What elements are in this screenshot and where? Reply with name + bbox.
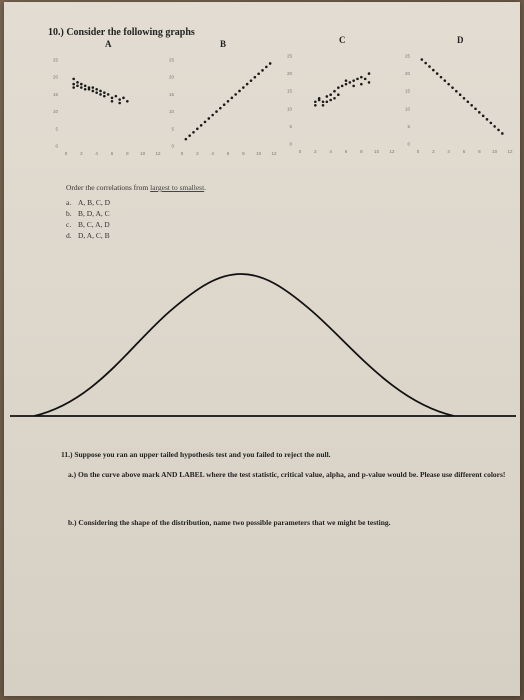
x-tick-label-d: 0 bbox=[416, 149, 420, 154]
scatter-plots bbox=[4, 2, 520, 696]
y-tick-label-d: 15 bbox=[404, 88, 410, 94]
scatter-point-b bbox=[219, 107, 222, 110]
instruction-prefix: Order the correlations from bbox=[66, 183, 151, 192]
scatter-point-c bbox=[329, 93, 332, 96]
scatter-point-c bbox=[360, 76, 363, 79]
scatter-point-d bbox=[493, 125, 496, 128]
scatter-point-b bbox=[238, 90, 241, 93]
scatter-point-a bbox=[72, 78, 75, 81]
scatter-point-c bbox=[337, 86, 340, 89]
scatter-point-b bbox=[231, 97, 234, 100]
y-tick-label-c: 0 bbox=[289, 141, 292, 147]
y-tick-label-a: 20 bbox=[52, 74, 58, 80]
scatter-point-c bbox=[326, 95, 329, 98]
choice-a[interactable] bbox=[66, 197, 110, 208]
scatter-point-b bbox=[211, 114, 214, 117]
x-tick-label-a: 6 bbox=[110, 151, 114, 156]
scatter-point-d bbox=[470, 104, 473, 107]
x-tick-label-b: 0 bbox=[180, 151, 184, 156]
y-tick-label-b: 25 bbox=[168, 57, 174, 63]
scatter-point-c bbox=[345, 79, 348, 82]
choice-letter: d. bbox=[66, 231, 72, 240]
y-tick-label-a: 10 bbox=[52, 109, 58, 115]
choice-letter: b. bbox=[66, 209, 72, 218]
x-tick-label-c: 0 bbox=[298, 149, 302, 154]
x-tick-label-b: 6 bbox=[226, 151, 230, 156]
x-tick-label-b: 2 bbox=[196, 151, 199, 156]
scatter-point-c bbox=[349, 81, 352, 84]
scatter-point-a bbox=[99, 90, 102, 93]
scatter-point-d bbox=[486, 118, 489, 121]
x-tick-label-c: 4 bbox=[329, 149, 332, 154]
x-tick-label-a: 10 bbox=[140, 151, 146, 156]
instruction-suffix: . bbox=[204, 183, 207, 192]
scatter-point-a bbox=[95, 91, 98, 94]
question-10-title: 10.) Consider the following graphs bbox=[48, 27, 195, 38]
choice-letter: c. bbox=[66, 220, 72, 229]
scatter-point-c bbox=[333, 97, 336, 100]
scatter-point-c bbox=[356, 78, 359, 81]
scatter-point-b bbox=[261, 69, 264, 72]
y-tick-label-d: 25 bbox=[404, 53, 410, 59]
scatter-point-b bbox=[242, 86, 245, 89]
scatter-point-b bbox=[208, 117, 211, 120]
scatter-point-c bbox=[368, 72, 371, 75]
x-tick-label-d: 6 bbox=[462, 149, 466, 154]
scatter-point-a bbox=[118, 98, 121, 101]
scatter-point-d bbox=[455, 90, 458, 93]
y-tick-label-b: 0 bbox=[171, 143, 174, 149]
scatter-point-d bbox=[436, 72, 439, 75]
scatter-point-b bbox=[185, 138, 188, 141]
answer-choices bbox=[66, 197, 110, 241]
scatter-point-a bbox=[88, 88, 91, 91]
scatter-point-c bbox=[318, 99, 321, 102]
scatter-point-d bbox=[474, 108, 477, 111]
graph-label-b: B bbox=[220, 39, 227, 49]
scatter-point-c bbox=[360, 83, 363, 86]
scatter-point-c bbox=[326, 100, 329, 103]
scatter-point-b bbox=[234, 93, 237, 96]
y-tick-label-a: 15 bbox=[52, 91, 58, 97]
question-11-part-a: a.) On the curve above mark AND LABEL where the test statistic, critical value, alpha, and p-value would be. Please use different colors! bbox=[68, 470, 506, 479]
y-tick-label-b: 5 bbox=[171, 126, 174, 132]
scatter-point-b bbox=[250, 79, 253, 82]
x-tick-label-c: 6 bbox=[344, 149, 348, 154]
scatter-point-b bbox=[269, 62, 272, 65]
scatter-point-d bbox=[424, 62, 427, 65]
scatter-point-d bbox=[421, 58, 424, 61]
x-tick-label-c: 10 bbox=[374, 149, 380, 154]
x-tick-label-b: 8 bbox=[242, 151, 245, 156]
y-tick-label-a: 25 bbox=[52, 57, 58, 63]
scatter-point-b bbox=[204, 121, 207, 124]
scatter-point-b bbox=[246, 83, 249, 86]
graph-label-a: A bbox=[105, 39, 112, 49]
scatter-point-c bbox=[345, 83, 348, 86]
y-tick-label-c: 10 bbox=[286, 106, 292, 112]
y-tick-label-b: 15 bbox=[168, 91, 174, 97]
scatter-point-a bbox=[126, 100, 129, 103]
scatter-point-d bbox=[459, 93, 462, 96]
graph-label-c: C bbox=[339, 35, 346, 45]
x-tick-label-d: 2 bbox=[432, 149, 435, 154]
scatter-point-d bbox=[447, 83, 450, 86]
scatter-point-d bbox=[451, 86, 454, 89]
scatter-point-b bbox=[196, 128, 199, 131]
scatter-point-a bbox=[80, 83, 83, 86]
y-tick-label-c: 5 bbox=[289, 123, 292, 129]
x-tick-label-b: 12 bbox=[271, 151, 277, 156]
scatter-point-b bbox=[254, 76, 257, 79]
scatter-point-c bbox=[352, 79, 355, 82]
choice-text: B, D, A, C bbox=[78, 209, 110, 218]
x-tick-label-d: 10 bbox=[492, 149, 498, 154]
choice-letter: a. bbox=[66, 198, 72, 207]
scatter-point-c bbox=[322, 104, 325, 107]
worksheet-page bbox=[4, 2, 520, 696]
scatter-point-a bbox=[111, 100, 114, 103]
x-tick-label-b: 10 bbox=[256, 151, 262, 156]
scatter-point-d bbox=[440, 76, 443, 79]
instruction-underlined: largest to smallest bbox=[150, 183, 205, 192]
y-tick-label-c: 20 bbox=[286, 71, 292, 77]
scatter-point-b bbox=[215, 110, 218, 113]
scatter-point-c bbox=[341, 85, 344, 88]
scatter-point-d bbox=[444, 79, 447, 82]
x-tick-label-c: 8 bbox=[360, 149, 363, 154]
choice-text: D, A, C, B bbox=[78, 231, 110, 240]
scatter-point-d bbox=[497, 129, 500, 132]
choice-text: B, C, A, D bbox=[78, 220, 110, 229]
scatter-point-a bbox=[76, 81, 79, 84]
scatter-point-c bbox=[364, 78, 367, 81]
scatter-point-c bbox=[337, 93, 340, 96]
x-tick-label-d: 4 bbox=[447, 149, 450, 154]
scatter-point-a bbox=[84, 88, 87, 91]
x-tick-label-a: 4 bbox=[95, 151, 98, 156]
x-tick-label-a: 12 bbox=[155, 151, 161, 156]
scatter-point-c bbox=[322, 100, 325, 103]
scatter-point-b bbox=[265, 66, 268, 69]
scatter-point-a bbox=[92, 90, 95, 93]
y-tick-label-a: 0 bbox=[55, 143, 58, 149]
scatter-point-b bbox=[188, 134, 191, 137]
scatter-point-a bbox=[103, 91, 106, 94]
scatter-point-a bbox=[99, 93, 102, 96]
question-11-part-b: b.) Considering the shape of the distribution, name two possible parameters that we might be testing. bbox=[68, 518, 391, 527]
scatter-point-d bbox=[482, 115, 485, 118]
choice-d[interactable] bbox=[66, 230, 110, 241]
y-tick-label-d: 20 bbox=[404, 71, 410, 77]
x-tick-label-a: 8 bbox=[126, 151, 129, 156]
scatter-point-a bbox=[84, 85, 87, 88]
x-tick-label-c: 12 bbox=[389, 149, 395, 154]
graph-label-d: D bbox=[457, 35, 464, 45]
y-tick-label-d: 5 bbox=[407, 123, 410, 129]
choice-text: A, B, C, D bbox=[78, 198, 111, 207]
choice-b[interactable] bbox=[66, 208, 110, 219]
choice-c[interactable] bbox=[66, 219, 110, 230]
scatter-point-b bbox=[200, 124, 203, 127]
y-tick-label-d: 0 bbox=[407, 141, 410, 147]
scatter-point-a bbox=[103, 95, 106, 98]
scatter-point-d bbox=[463, 97, 466, 100]
y-tick-label-d: 10 bbox=[404, 106, 410, 112]
y-tick-label-a: 5 bbox=[55, 126, 58, 132]
x-tick-label-d: 12 bbox=[507, 149, 513, 154]
scatter-point-c bbox=[329, 99, 332, 102]
x-tick-label-a: 2 bbox=[80, 151, 83, 156]
scatter-point-b bbox=[192, 131, 195, 134]
scatter-point-a bbox=[107, 93, 110, 96]
y-tick-label-b: 20 bbox=[168, 74, 174, 80]
scatter-point-b bbox=[227, 100, 230, 103]
scatter-point-d bbox=[432, 69, 435, 72]
scatter-point-c bbox=[314, 104, 317, 107]
scatter-point-d bbox=[467, 100, 470, 103]
scatter-point-d bbox=[478, 111, 481, 114]
scatter-point-d bbox=[490, 122, 493, 125]
scatter-point-a bbox=[95, 88, 98, 91]
scatter-point-d bbox=[501, 132, 504, 135]
x-tick-label-d: 8 bbox=[478, 149, 481, 154]
order-instruction bbox=[66, 183, 206, 192]
scatter-point-a bbox=[72, 86, 75, 89]
scatter-point-c bbox=[352, 85, 355, 88]
scatter-point-a bbox=[111, 97, 114, 100]
x-tick-label-a: 0 bbox=[64, 151, 68, 156]
x-tick-label-b: 4 bbox=[211, 151, 214, 156]
scatter-point-a bbox=[118, 102, 121, 105]
y-tick-label-c: 15 bbox=[286, 88, 292, 94]
y-tick-label-b: 10 bbox=[168, 109, 174, 115]
scatter-point-c bbox=[314, 100, 317, 103]
scatter-point-a bbox=[122, 97, 125, 100]
scatter-point-d bbox=[428, 65, 431, 68]
scatter-point-a bbox=[72, 83, 75, 86]
scatter-point-b bbox=[257, 72, 260, 75]
scatter-point-b bbox=[223, 103, 226, 106]
scatter-point-c bbox=[368, 81, 371, 84]
scatter-point-a bbox=[115, 95, 118, 98]
scatter-point-c bbox=[333, 90, 336, 93]
scatter-point-a bbox=[80, 86, 83, 89]
question-11-title: 11.) Suppose you ran an upper tailed hypothesis test and you failed to reject the null. bbox=[61, 450, 331, 459]
scatter-point-a bbox=[92, 86, 95, 89]
scatter-point-a bbox=[76, 85, 79, 88]
y-tick-label-c: 25 bbox=[286, 53, 292, 59]
x-tick-label-c: 2 bbox=[314, 149, 317, 154]
